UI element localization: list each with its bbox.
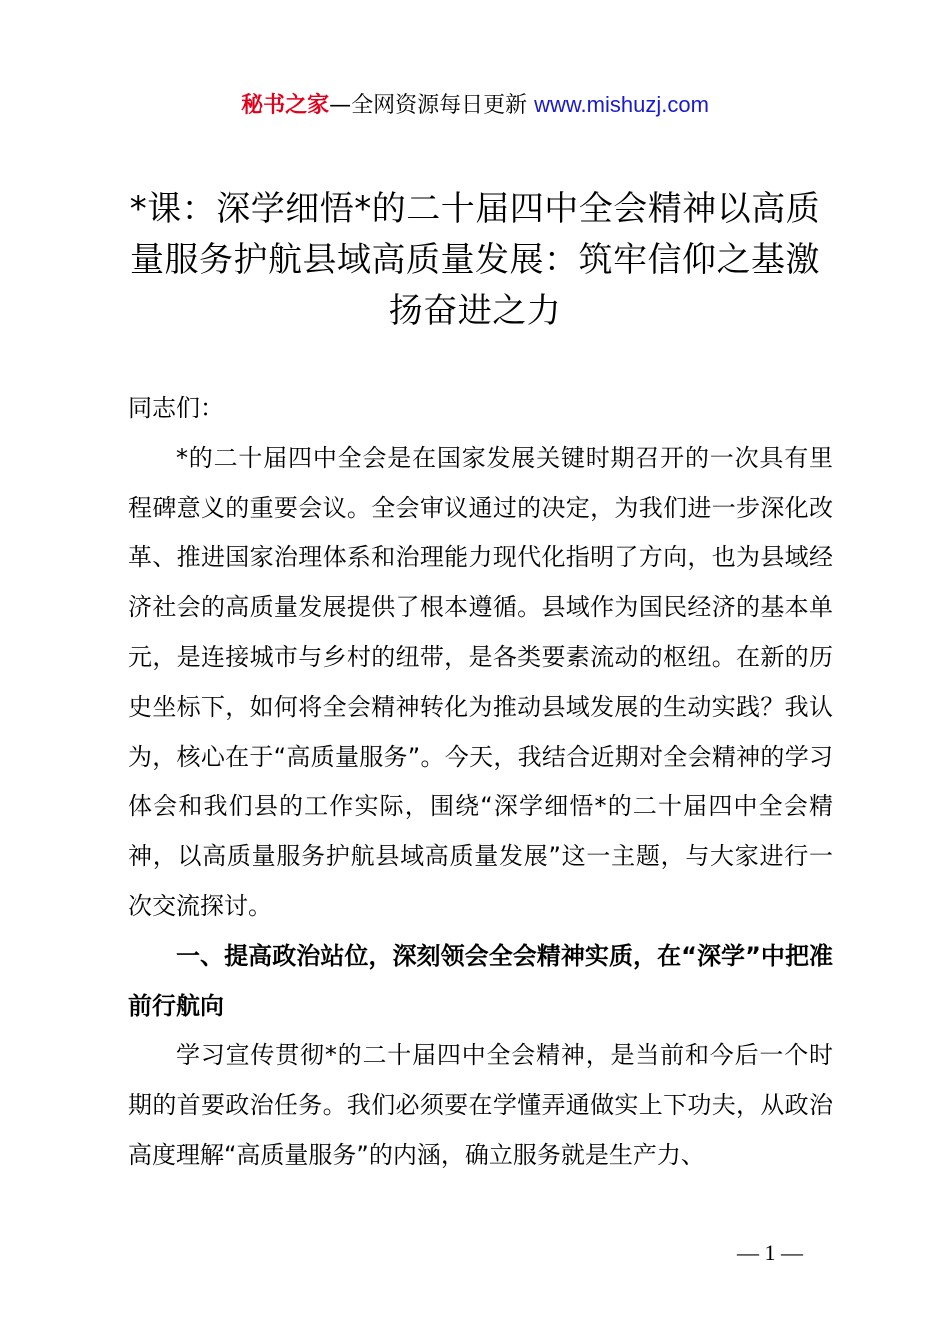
document-body xyxy=(128,384,833,1181)
brand-name: 秘书之家 xyxy=(241,93,330,118)
site-header xyxy=(0,88,950,123)
document-title: *课：深学细悟*的二十届四中全会精神以高质量服务护航县域高质量发展：筑牢信仰之基激扬奋进之力 xyxy=(129,189,821,331)
intro-paragraph: *的二十届四中全会是在国家发展关键时期召开的一次具有里程碑意义的重要会议。全会审议通过的决定，为我们进一步深化改革、推进国家治理体系和治理能力现代化指明了方向，也为县域经济社会的高质量发展提供了根本遵循。县域作为国民经济的基本单元，是连接城市与乡村的纽带，是各类要素流动的枢纽。在新的历史坐标下，如何将全会精神转化为推动县域发展的生动实践？我认为，核心在于“高质量服务”。今天，我结合近期对全会精神的学习体会和我们县的工作实际，围绕“深学细悟*的二十届四中全会精神，以高质量服务护航县域高质量发展”这一主题，与大家进行一次交流探讨。 xyxy=(128,443,833,920)
site-url-link[interactable]: www.mishuzj.com xyxy=(534,92,709,117)
section-paragraph: 学习宣传贯彻*的二十届四中全会精神，是当前和今后一个时期的首要政治任务。我们必须要在学懂弄通做实上下功夫，从政治高度理解“高质量服务”的内涵，确立服务就是生产力、 xyxy=(128,1041,833,1169)
section-heading: 一、提高政治站位，深刻领会全会精神实质，在“深学”中把准前行航向 xyxy=(128,941,833,1020)
header-tagline: —全网资源每日更新 xyxy=(329,93,535,118)
salutation: 同志们： xyxy=(128,394,224,422)
page-number: — 1 — xyxy=(737,1240,803,1265)
